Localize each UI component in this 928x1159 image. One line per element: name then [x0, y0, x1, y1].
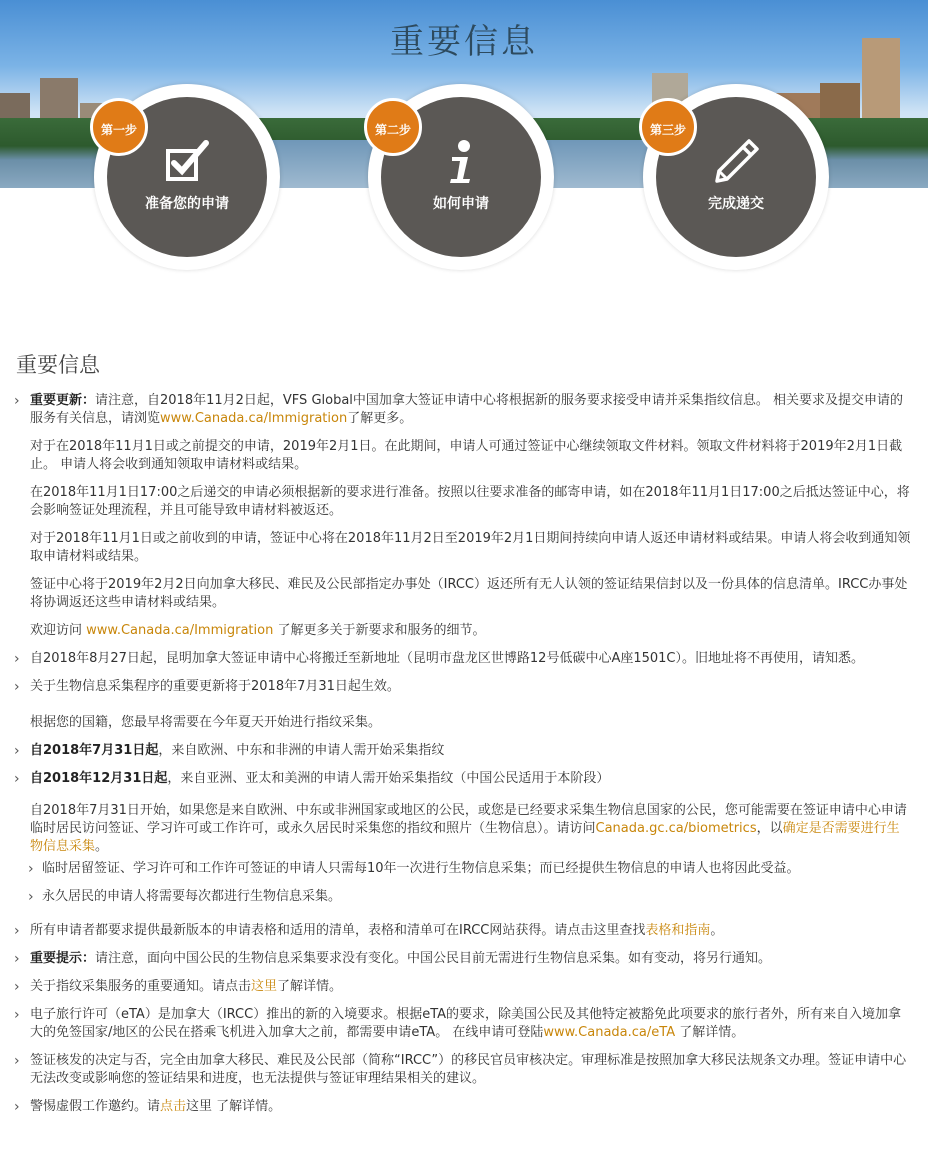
- sub-list-item: [12, 860, 912, 878]
- item-text: 。: [710, 923, 724, 938]
- forms-guides-link[interactable]: 表格和指南: [645, 923, 711, 938]
- item-text: 警惕虚假工作邀约。请: [30, 1099, 161, 1114]
- paragraph: 根据您的国籍，您最早将需要在今年夏天开始进行指纹采集。: [30, 715, 382, 730]
- item-text: 了解更多。: [347, 411, 413, 426]
- list-item: [12, 950, 912, 968]
- item-text: 了解更多关于新要求和服务的细节。: [273, 623, 486, 638]
- step-label: 如何申请: [433, 196, 489, 212]
- chevron-right-icon: ›: [14, 1007, 20, 1023]
- step-label: 准备您的申请: [145, 196, 229, 212]
- item-text: 自2018年7月31日开始，如果您是来自欧洲、中东或非洲国家或地区的公民，或您是已经要求采集生物信息国家的公民，您可能需要在签证申请中心申请临时居民访问签证、学习许可或工作许可，或永久居民时采集您的指纹和照片（生物信息）。请访问: [30, 803, 907, 836]
- paragraph: [12, 622, 912, 640]
- eta-link[interactable]: www.Canada.ca/eTA: [543, 1025, 676, 1040]
- list-item: [12, 650, 912, 668]
- item-text: 了解详情。: [277, 979, 343, 994]
- chevron-right-icon: ›: [14, 1099, 20, 1115]
- chevron-right-icon: ›: [14, 679, 20, 695]
- item-bold: 自2018年12月31日起: [30, 771, 168, 786]
- item-bold: 重要提示：: [30, 951, 96, 966]
- pencil-icon: [711, 137, 761, 187]
- item-text: 永久居民的申请人将需要每次都进行生物信息采集。: [42, 889, 342, 904]
- paragraph: [12, 802, 912, 856]
- list-item: [12, 978, 912, 996]
- step-badge: 第一步: [90, 98, 148, 156]
- immigration-link[interactable]: www.Canada.ca/Immigration: [86, 623, 274, 638]
- list-item: [12, 678, 912, 696]
- item-bold: 自2018年7月31日起: [30, 743, 159, 758]
- item-text: 了解详情。: [675, 1025, 745, 1040]
- fingerprint-notice-link[interactable]: 这里: [251, 979, 278, 994]
- item-text: 欢迎访问: [30, 623, 87, 638]
- check-biometrics-link[interactable]: 确定是否需要进行生物信息采集: [30, 821, 900, 854]
- paragraph: 签证中心将于2019年2月2日向加拿大移民、难民及公民部指定办事处（IRCC）返还所有无人认领的签证结果信封以及一份具体的信息清单。IRCC办事处将协调返还这些申请材料或结果。: [30, 577, 908, 610]
- item-text: 请注意，自2018年11月2日起，VFS Global中国加拿大签证申请中心将根据新的服务要求接受申请并采集指纹信息。 相关要求及提交申请的服务有关信息，请浏览: [30, 393, 904, 426]
- item-text: 临时居留签证、学习许可和工作许可签证的申请人只需每10年一次进行生物信息采集；而已经提供生物信息的申请人也将因此受益。: [42, 861, 800, 876]
- chevron-right-icon: ›: [14, 1053, 20, 1069]
- item-text: 。: [95, 839, 109, 854]
- item-text: 关于生物信息采集程序的重要更新将于2018年7月31日起生效。: [30, 679, 400, 694]
- chevron-right-icon: ›: [14, 743, 20, 759]
- item-text: ，来自亚洲、亚太和美洲的申请人需开始采集指纹（中国公民适用于本阶段）: [167, 771, 610, 786]
- hero-title: 重要信息: [390, 22, 538, 62]
- biometrics-link[interactable]: Canada.gc.ca/biometrics: [595, 821, 757, 836]
- info-icon: [436, 137, 486, 187]
- list-item: [12, 922, 912, 940]
- checkbox-icon: [162, 137, 212, 187]
- step-prepare-application[interactable]: [94, 84, 280, 270]
- list-item: [12, 1006, 912, 1042]
- paragraph: 对于在2018年11月1日或之前提交的申请，2019年2月1日。在此期间，申请人可通过签证中心继续领取文件材料。领取文件材料将于2019年2月1日截止。 申请人将会收到通知领取申请材料或结果。: [30, 439, 903, 472]
- immigration-link[interactable]: www.Canada.ca/Immigration: [160, 411, 348, 426]
- chevron-right-icon: ›: [14, 979, 20, 995]
- list-item: [12, 1052, 912, 1088]
- paragraph: 在2018年11月1日17:00之后递交的申请必须根据新的要求进行准备。按照以往要求准备的邮寄申请，如在2018年11月1日17:00之后抵达签证中心，将会影响签证处理流程，并且可能导致申请材料被返还。: [30, 485, 910, 518]
- chevron-right-icon: ›: [14, 393, 20, 409]
- fraud-warning-link[interactable]: 点击: [160, 1099, 187, 1114]
- item-text: 所有申请者都要求提供最新版本的申请表格和适用的清单，表格和清单可在IRCC网站获得。请点击这里查找: [30, 923, 646, 938]
- chevron-right-icon: ›: [28, 889, 34, 905]
- step-label: 完成递交: [708, 196, 764, 212]
- chevron-right-icon: ›: [14, 951, 20, 967]
- section-title: 重要信息: [16, 353, 100, 377]
- item-text: 签证核发的决定与否，完全由加拿大移民、难民及公民部（简称“IRCC”）的移民官员审核决定。审理标准是按照加拿大移民法规条文办理。签证申请中心无法改变或影响您的签证结果和进度，也无法提供与签证审理结果相关的建议。: [30, 1053, 907, 1086]
- item-text: ，以: [756, 821, 783, 836]
- chevron-right-icon: ›: [14, 923, 20, 939]
- item-bold: 重要更新：: [30, 393, 96, 408]
- step-how-to-apply[interactable]: [368, 84, 554, 270]
- step-badge: 第二步: [364, 98, 422, 156]
- item-text: 这里 了解详情。: [186, 1099, 282, 1114]
- item-text: 关于指纹采集服务的重要通知。请点击: [30, 979, 252, 994]
- item-text: 电子旅行许可（eTA）是加拿大（IRCC）推出的新的入境要求。根据eTA的要求，除美国公民及其他特定被豁免此项要求的旅行者外，所有来自入境加拿大的免签国家/地区的公民在搭乘飞机进入加拿大之前，都需要申请eTA。 在线申请可登陆: [30, 1007, 902, 1040]
- list-item: [12, 770, 912, 788]
- paragraph: 对于2018年11月1日或之前收到的申请，签证中心将在2018年11月2日至2019年2月1日期间持续向申请人返还申请材料或结果。申请人将会收到通知领取申请材料或结果。: [30, 531, 911, 564]
- chevron-right-icon: ›: [28, 861, 34, 877]
- sub-list-item: [12, 888, 912, 906]
- chevron-right-icon: ›: [14, 651, 20, 667]
- item-text: ，来自欧洲、中东和非洲的申请人需开始采集指纹: [158, 743, 445, 758]
- list-item: [12, 1098, 912, 1116]
- list-item: [12, 742, 912, 760]
- chevron-right-icon: ›: [14, 771, 20, 787]
- step-complete-submission[interactable]: [643, 84, 829, 270]
- notice-list: [12, 392, 912, 1126]
- step-badge: 第三步: [639, 98, 697, 156]
- item-text: 请注意，面向中国公民的生物信息采集要求没有变化。中国公民目前无需进行生物信息采集。如有变动，将另行通知。: [95, 951, 772, 966]
- list-item: [12, 392, 912, 428]
- item-text: 自2018年8月27日起，昆明加拿大签证申请中心将搬迁至新地址（昆明市盘龙区世博路12号低碳中心A座1501C）。旧地址将不再使用，请知悉。: [30, 651, 864, 666]
